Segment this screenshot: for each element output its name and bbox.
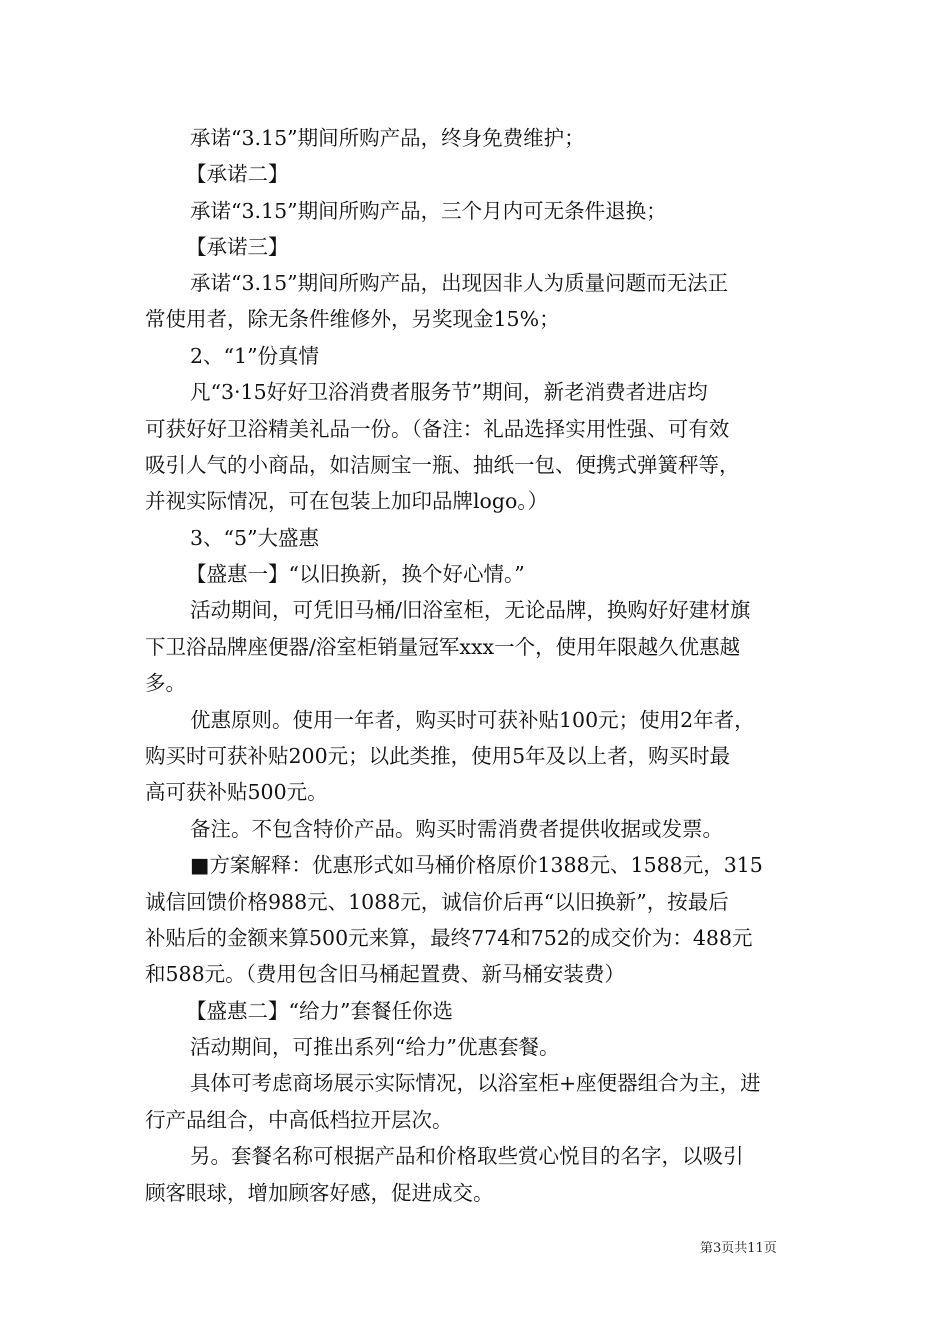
section-heading: 【盛惠一】“以旧换新，换个好心情。”: [186, 562, 525, 586]
text-line: 活动期间，可推出系列“给力”优惠套餐。: [190, 1035, 560, 1059]
text-line: 补贴后的金额来算500元来算，最终774和752的成交价为：488元: [145, 926, 753, 950]
text-line: 承诺“3.15”期间所购产品，三个月内可无条件退换；: [190, 199, 667, 223]
text-line: 诚信回馈价格988元、1088元，诚信价后再“以旧换新”，按最后: [145, 890, 729, 914]
text-line: 另。套餐名称可根据产品和价格取些赏心悦目的名字，以吸引: [190, 1144, 744, 1168]
text-line: 备注。不包含特价产品。购买时需消费者提供收据或发票。: [190, 817, 723, 841]
text-line: ■方案解释：优惠形式如马桶价格原价1388元、1588元，315: [190, 853, 763, 877]
text-line: 高可获补贴500元。: [145, 780, 328, 804]
section-heading: 【盛惠二】“给力”套餐任你选: [186, 999, 453, 1023]
text-line: 多。: [145, 671, 186, 695]
text-line: 顾客眼球，增加顾客好感，促进成交。: [145, 1181, 494, 1205]
text-line: 具体可考虑商场展示实际情况，以浴室柜+座便器组合为主，进: [190, 1071, 761, 1095]
text-line: 优惠原则。使用一年者，购买时可获补贴100元；使用2年者，: [190, 708, 755, 732]
text-line: 行产品组合，中高低档拉开层次。: [145, 1108, 453, 1132]
text-line: 可获好好卫浴精美礼品一份。（备注：礼品选择实用性强、可有效: [145, 417, 730, 441]
text-line: 承诺“3.15”期间所购产品，出现因非人为质量问题而无法正: [190, 271, 729, 295]
text-line: 承诺“3.15”期间所购产品，终身免费维护；: [190, 126, 585, 150]
text-line: 凡“3·15好好卫浴消费者服务节”期间，新老消费者进店均: [190, 380, 708, 404]
section-heading: 2、“1”份真情: [190, 344, 320, 368]
section-heading: 【承诺三】: [186, 235, 289, 259]
text-line: 活动期间，可凭旧马桶/旧浴室柜，无论品牌，换购好好建材旗: [190, 598, 751, 622]
text-line: 和588元。（费用包含旧马桶起置费、新马桶安装费）: [145, 962, 625, 986]
text-line: 并视实际情况，可在包装上加印品牌logo。）: [145, 489, 549, 513]
page-number: 第3页共11页: [700, 1241, 777, 1256]
section-heading: 【承诺二】: [186, 162, 289, 186]
text-line: 常使用者，除无条件维修外，另奖现金15%；: [145, 307, 560, 331]
text-line: 购买时可获补贴200元；以此类推，使用5年及以上者，购买时最: [145, 744, 731, 768]
section-heading: 3、“5”大盛惠: [190, 526, 320, 550]
text-line: 吸引人气的小商品，如洁厕宝一瓶、抽纸一包、便携式弹簧秤等，: [145, 453, 740, 477]
text-line: 下卫浴品牌座便器/浴室柜销量冠军xxx一个，使用年限越久优惠越: [145, 635, 741, 659]
